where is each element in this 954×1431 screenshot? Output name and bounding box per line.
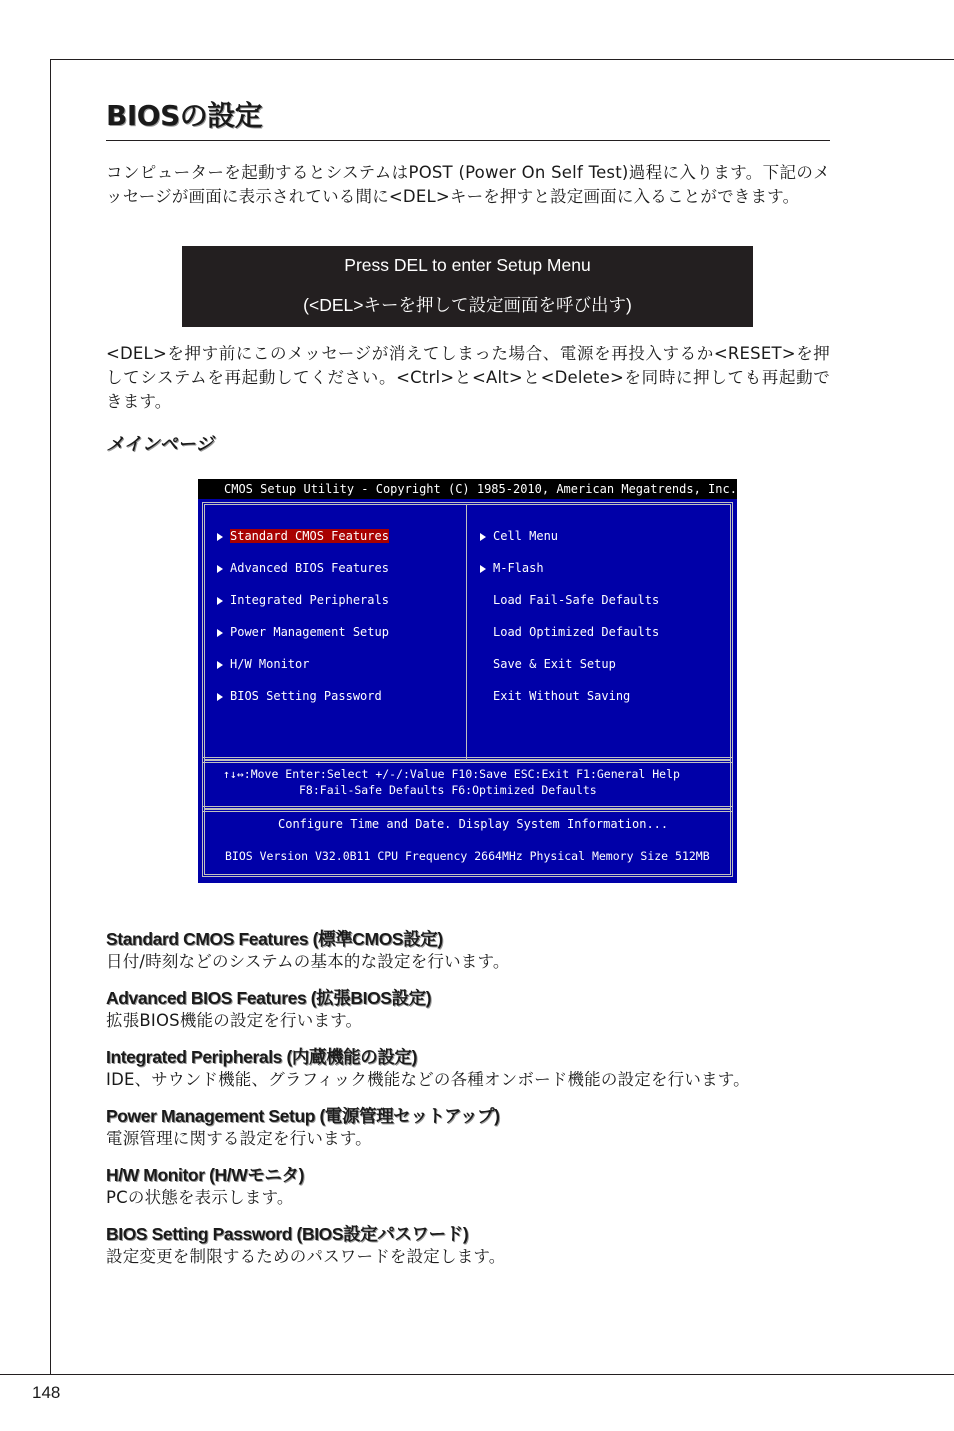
- submenu-arrow-icon: [480, 533, 486, 541]
- bios-status-panel: [202, 806, 733, 877]
- bios-title-text: CMOS Setup Utility - Copyright (C) 1985-2010, American Megatrends, Inc.: [224, 482, 737, 496]
- feature-power-management: [106, 1105, 830, 1150]
- feature-integrated-peripherals: [106, 1046, 830, 1091]
- bios-help-line-1: ↑↓↔:Move Enter:Select +/-/:Value F10:Save ESC:Exit F1:General Help: [223, 767, 680, 781]
- feature-heading: Advanced BIOS Features (拡張BIOS設定): [106, 988, 432, 1008]
- feature-description: IDE、サウンド機能、グラフィック機能などの各種オンボード機能の設定を行います。: [106, 1070, 750, 1089]
- bios-menu-integrated-peripherals[interactable]: Integrated Peripherals: [217, 593, 389, 607]
- feature-hw-monitor: [106, 1164, 830, 1209]
- bios-menu-load-fail-safe[interactable]: Load Fail-Safe Defaults: [493, 593, 660, 607]
- page-title: BIOSの設定: [106, 99, 263, 132]
- bios-menu-load-optimized[interactable]: Load Optimized Defaults: [493, 625, 660, 639]
- del-prompt-japanese: (<DEL>キーを押して設定画面を呼び出す): [303, 295, 632, 315]
- submenu-arrow-icon: [217, 533, 223, 541]
- restart-note-paragraph: <DEL>を押す前にこのメッセージが消えてしまった場合、電源を再投入するか<RESET>を押してシステムを再起動してください。<Ctrl>と<Alt>と<Delete>を同時に押しても再起動できます。: [106, 344, 830, 411]
- feature-heading: Power Management Setup (電源管理セットアップ): [106, 1106, 500, 1126]
- main-page-heading: メインページ: [106, 434, 214, 455]
- bios-status-line-2: BIOS Version V32.0B11 CPU Frequency 2664MHz Physical Memory Size 512MB: [225, 849, 710, 863]
- bios-menu-hw-monitor[interactable]: H/W Monitor: [217, 657, 309, 671]
- feature-bios-password: [106, 1223, 830, 1268]
- bios-menu-standard-cmos[interactable]: Standard CMOS Features: [217, 529, 389, 543]
- bios-screenshot: [198, 479, 737, 883]
- feature-heading: Integrated Peripherals (内蔵機能の設定): [106, 1047, 418, 1067]
- feature-standard-cmos: [106, 928, 830, 973]
- bios-menu-exit-without-saving[interactable]: Exit Without Saving: [493, 689, 631, 703]
- feature-description: 拡張BIOS機能の設定を行います。: [106, 1011, 363, 1030]
- page-number: 148: [32, 1383, 61, 1402]
- note-section: [106, 342, 830, 414]
- bios-title-bar: [198, 479, 737, 499]
- bios-menu-panel: [202, 502, 733, 763]
- bios-menu-m-flash[interactable]: M-Flash: [480, 561, 544, 575]
- bios-menu-divider: [466, 505, 467, 760]
- bios-menu-power-management[interactable]: Power Management Setup: [217, 625, 389, 639]
- page-frame-bottom-rule: [0, 1374, 954, 1375]
- feature-description: 電源管理に関する設定を行います。: [106, 1129, 372, 1148]
- submenu-arrow-icon: [217, 693, 223, 701]
- feature-advanced-bios: [106, 987, 830, 1032]
- bios-menu-bios-password[interactable]: BIOS Setting Password: [217, 689, 382, 703]
- submenu-arrow-icon: [217, 629, 223, 637]
- bios-status-line-1: Configure Time and Date. Display System Information...: [278, 817, 669, 831]
- feature-heading: BIOS Setting Password (BIOS設定パスワード): [106, 1224, 469, 1244]
- feature-description: PCの状態を表示します。: [106, 1188, 294, 1207]
- feature-heading: Standard CMOS Features (標準CMOS設定): [106, 929, 443, 949]
- page-frame-left-rule: [50, 59, 51, 1375]
- page-frame-top-rule: [50, 59, 954, 60]
- intro-section: [106, 96, 830, 209]
- submenu-arrow-icon: [217, 661, 223, 669]
- submenu-arrow-icon: [217, 565, 223, 573]
- title-underline: [106, 140, 830, 141]
- submenu-arrow-icon: [217, 597, 223, 605]
- feature-description: 設定変更を制限するためのパスワードを設定します。: [106, 1247, 506, 1266]
- del-prompt-box: [182, 246, 753, 327]
- bios-menu-advanced-bios[interactable]: Advanced BIOS Features: [217, 561, 389, 575]
- feature-description: 日付/時刻などのシステムの基本的な設定を行います。: [106, 952, 510, 971]
- bios-menu-save-exit[interactable]: Save & Exit Setup: [493, 657, 616, 671]
- submenu-arrow-icon: [480, 565, 486, 573]
- del-prompt-english: Press DEL to enter Setup Menu: [344, 255, 591, 275]
- bios-menu-cell-menu[interactable]: Cell Menu: [480, 529, 558, 543]
- bios-key-help-panel: [202, 757, 733, 812]
- intro-paragraph: コンピューターを起動するとシステムはPOST (Power On Self Test)過程に入ります。下記のメッセージが画面に表示されている間に<DEL>キーを押すと設定画面に入ることができます。: [106, 163, 830, 206]
- bios-help-line-2: F8:Fail-Safe Defaults F6:Optimized Defaults: [299, 783, 597, 797]
- feature-descriptions: [106, 928, 830, 1282]
- feature-heading: H/W Monitor (H/Wモニタ): [106, 1165, 305, 1185]
